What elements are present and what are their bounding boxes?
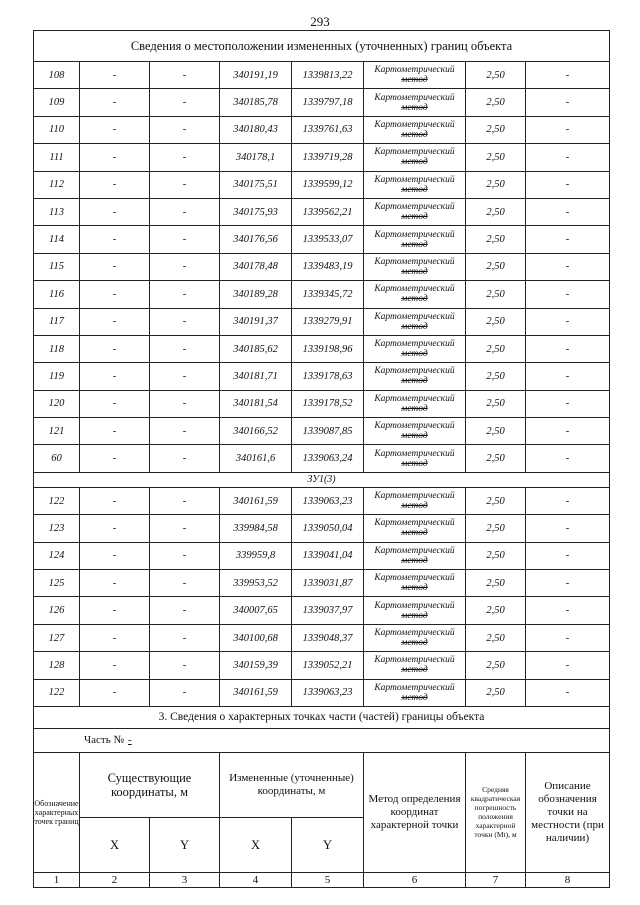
point-number: 118 — [34, 335, 80, 362]
error-value: 2,50 — [466, 487, 526, 514]
method — [364, 542, 466, 569]
method-line: Картометрический — [374, 573, 455, 584]
column-number: 3 — [150, 872, 220, 887]
description: - — [526, 335, 610, 362]
table-row — [34, 515, 610, 542]
coord-x: 339953,52 — [220, 570, 292, 597]
existing-y: - — [150, 144, 220, 171]
error-value: 2,50 — [466, 253, 526, 280]
point-number: 128 — [34, 652, 80, 679]
point-number: 114 — [34, 226, 80, 253]
method-line: метод — [401, 692, 428, 703]
method-line: Картометрический — [374, 65, 455, 76]
method — [364, 570, 466, 597]
method-line: Картометрический — [374, 600, 455, 611]
description: - — [526, 62, 610, 89]
method-line: Картометрический — [374, 339, 455, 350]
table-row — [34, 89, 610, 116]
coord-y: 1339719,28 — [292, 144, 364, 171]
section3-header-row — [34, 752, 610, 817]
point-number: 60 — [34, 445, 80, 472]
point-number: 124 — [34, 542, 80, 569]
description: - — [526, 198, 610, 225]
part-value: - — [127, 734, 132, 747]
section-title: Сведения о местоположении измененных (уточненных) границ объекта — [34, 31, 610, 62]
point-number: 115 — [34, 253, 80, 280]
coord-x: 340100,68 — [220, 624, 292, 651]
method — [364, 515, 466, 542]
existing-y: - — [150, 281, 220, 308]
column-number: 4 — [220, 872, 292, 887]
description: - — [526, 308, 610, 335]
coord-y: 1339198,96 — [292, 335, 364, 362]
coord-y: 1339063,24 — [292, 445, 364, 472]
existing-x: - — [80, 89, 150, 116]
existing-x: - — [80, 144, 150, 171]
table-row — [34, 281, 610, 308]
method-line: метод — [401, 665, 428, 676]
method — [364, 226, 466, 253]
method — [364, 116, 466, 143]
table-row — [34, 308, 610, 335]
error-value: 2,50 — [466, 597, 526, 624]
existing-x: - — [80, 597, 150, 624]
table-row — [34, 335, 610, 362]
coord-x: 340159,39 — [220, 652, 292, 679]
table-row — [34, 652, 610, 679]
section-title-row — [34, 31, 610, 62]
method-line: метод — [401, 583, 428, 594]
coord-y: 1339063,23 — [292, 679, 364, 706]
existing-y: - — [150, 253, 220, 280]
point-number: 126 — [34, 597, 80, 624]
method-line: Картометрический — [374, 202, 455, 213]
parcel-label: ЗУ1(3) — [34, 472, 610, 487]
coord-y: 1339813,22 — [292, 62, 364, 89]
header-description: Описание обозначения точки на местности (при наличии) — [526, 752, 610, 872]
method-line: Картометрический — [374, 229, 455, 240]
method-line: Картометрический — [374, 147, 455, 158]
method-line: метод — [401, 403, 428, 414]
method — [364, 89, 466, 116]
parcel-label-row — [34, 472, 610, 487]
description: - — [526, 542, 610, 569]
point-number: 122 — [34, 679, 80, 706]
point-number: 121 — [34, 418, 80, 445]
method — [364, 171, 466, 198]
method-line: метод — [401, 239, 428, 250]
part-label-cell — [34, 728, 610, 752]
coord-x: 340161,59 — [220, 679, 292, 706]
coord-y: 1339533,07 — [292, 226, 364, 253]
existing-x: - — [80, 198, 150, 225]
existing-x: - — [80, 624, 150, 651]
existing-x: - — [80, 226, 150, 253]
method — [364, 308, 466, 335]
coord-x: 340176,56 — [220, 226, 292, 253]
existing-y: - — [150, 445, 220, 472]
coord-y: 1339345,72 — [292, 281, 364, 308]
existing-y: - — [150, 198, 220, 225]
coord-x: 339984,58 — [220, 515, 292, 542]
error-value: 2,50 — [466, 62, 526, 89]
header-x-existing: X — [80, 817, 150, 872]
description: - — [526, 445, 610, 472]
method — [364, 335, 466, 362]
method-line: Картометрический — [374, 682, 455, 693]
error-value: 2,50 — [466, 679, 526, 706]
error-value: 2,50 — [466, 418, 526, 445]
method — [364, 253, 466, 280]
error-value: 2,50 — [466, 570, 526, 597]
coord-x: 340181,54 — [220, 390, 292, 417]
method — [364, 198, 466, 225]
table-row — [34, 198, 610, 225]
method-line: метод — [401, 610, 428, 621]
method-line: метод — [401, 376, 428, 387]
error-value: 2,50 — [466, 198, 526, 225]
coord-y: 1339483,19 — [292, 253, 364, 280]
method — [364, 624, 466, 651]
error-value: 2,50 — [466, 89, 526, 116]
error-value: 2,50 — [466, 652, 526, 679]
existing-y: - — [150, 363, 220, 390]
coord-x: 340161,6 — [220, 445, 292, 472]
section3-title: 3. Сведения о характерных точках части (частей) границы объекта — [34, 706, 610, 728]
method-line: метод — [401, 458, 428, 469]
method-line: метод — [401, 102, 428, 113]
column-numbers-row — [34, 872, 610, 887]
existing-x: - — [80, 487, 150, 514]
method-line: Картометрический — [374, 545, 455, 556]
table-row — [34, 542, 610, 569]
error-value: 2,50 — [466, 144, 526, 171]
error-value: 2,50 — [466, 363, 526, 390]
coord-y: 1339037,97 — [292, 597, 364, 624]
header-point-designation: Обозначение характерных точек границ — [34, 752, 80, 872]
coord-x: 340191,37 — [220, 308, 292, 335]
existing-y: - — [150, 597, 220, 624]
existing-y: - — [150, 89, 220, 116]
existing-x: - — [80, 652, 150, 679]
existing-x: - — [80, 171, 150, 198]
method-line: метод — [401, 129, 428, 140]
method-line: Картометрический — [374, 92, 455, 103]
description: - — [526, 624, 610, 651]
method-line: Картометрический — [374, 448, 455, 459]
coord-x: 340181,71 — [220, 363, 292, 390]
table-row — [34, 226, 610, 253]
method-line: Картометрический — [374, 491, 455, 502]
existing-x: - — [80, 390, 150, 417]
header-y-existing: Y — [150, 817, 220, 872]
description: - — [526, 89, 610, 116]
method-line: метод — [401, 184, 428, 195]
existing-y: - — [150, 652, 220, 679]
column-number: 2 — [80, 872, 150, 887]
page-number: 293 — [310, 14, 330, 29]
part-label: Часть № — [84, 734, 124, 747]
description: - — [526, 418, 610, 445]
method-line: метод — [401, 212, 428, 223]
point-number: 112 — [34, 171, 80, 198]
method-line: Картометрический — [374, 628, 455, 638]
error-value: 2,50 — [466, 335, 526, 362]
table-row — [34, 570, 610, 597]
method-line: Картометрический — [374, 284, 455, 295]
method-line: метод — [401, 555, 428, 566]
coord-x: 340180,43 — [220, 116, 292, 143]
column-number: 1 — [34, 872, 80, 887]
coord-y: 1339087,85 — [292, 418, 364, 445]
coord-y: 1339031,87 — [292, 570, 364, 597]
existing-y: - — [150, 487, 220, 514]
existing-y: - — [150, 171, 220, 198]
method — [364, 418, 466, 445]
method-line: метод — [401, 75, 428, 86]
header-changed-coords: Измененные (уточненные) координаты, м — [220, 752, 364, 817]
point-number: 113 — [34, 198, 80, 225]
existing-y: - — [150, 62, 220, 89]
existing-y: - — [150, 515, 220, 542]
method-line: метод — [401, 638, 428, 648]
description: - — [526, 515, 610, 542]
point-number: 122 — [34, 487, 80, 514]
table-row — [34, 624, 610, 651]
method — [364, 144, 466, 171]
existing-x: - — [80, 281, 150, 308]
method — [364, 281, 466, 308]
method-line: метод — [401, 431, 428, 442]
existing-y: - — [150, 390, 220, 417]
method — [364, 363, 466, 390]
description: - — [526, 487, 610, 514]
existing-y: - — [150, 624, 220, 651]
existing-y: - — [150, 308, 220, 335]
coord-x: 340007,65 — [220, 597, 292, 624]
column-number: 7 — [466, 872, 526, 887]
description: - — [526, 570, 610, 597]
error-value: 2,50 — [466, 445, 526, 472]
existing-x: - — [80, 335, 150, 362]
point-number: 108 — [34, 62, 80, 89]
table-row — [34, 363, 610, 390]
coord-x: 340175,93 — [220, 198, 292, 225]
existing-x: - — [80, 363, 150, 390]
method — [364, 390, 466, 417]
coord-x: 340175,51 — [220, 171, 292, 198]
point-number: 110 — [34, 116, 80, 143]
point-number: 123 — [34, 515, 80, 542]
point-number: 125 — [34, 570, 80, 597]
coord-y: 1339178,63 — [292, 363, 364, 390]
header-y-changed: Y — [292, 817, 364, 872]
coord-y: 1339562,21 — [292, 198, 364, 225]
header-existing-coords: Существующие координаты, м — [80, 752, 220, 817]
method — [364, 679, 466, 706]
point-number: 120 — [34, 390, 80, 417]
table-row — [34, 171, 610, 198]
coord-y: 1339599,12 — [292, 171, 364, 198]
error-value: 2,50 — [466, 226, 526, 253]
method-line: Картометрический — [374, 311, 455, 322]
table-row — [34, 679, 610, 706]
column-number: 8 — [526, 872, 610, 887]
header-x-changed: X — [220, 817, 292, 872]
existing-y: - — [150, 679, 220, 706]
existing-x: - — [80, 308, 150, 335]
description: - — [526, 597, 610, 624]
existing-x: - — [80, 116, 150, 143]
existing-y: - — [150, 570, 220, 597]
point-number: 127 — [34, 624, 80, 651]
table-row — [34, 62, 610, 89]
coord-x: 339959,8 — [220, 542, 292, 569]
table-row — [34, 116, 610, 143]
coord-y: 1339761,63 — [292, 116, 364, 143]
existing-x: - — [80, 445, 150, 472]
table-row — [34, 253, 610, 280]
method — [364, 445, 466, 472]
section3-title-row — [34, 706, 610, 728]
coord-y: 1339279,91 — [292, 308, 364, 335]
existing-y: - — [150, 335, 220, 362]
method-line: Картометрический — [374, 655, 455, 666]
method-line: Картометрический — [374, 174, 455, 185]
error-value: 2,50 — [466, 171, 526, 198]
error-value: 2,50 — [466, 308, 526, 335]
method-line: Картометрический — [374, 421, 455, 432]
column-number: 6 — [364, 872, 466, 887]
description: - — [526, 171, 610, 198]
coord-y: 1339041,04 — [292, 542, 364, 569]
table-row — [34, 445, 610, 472]
coord-y: 1339052,21 — [292, 652, 364, 679]
coord-x: 340161,59 — [220, 487, 292, 514]
existing-x: - — [80, 418, 150, 445]
description: - — [526, 253, 610, 280]
error-value: 2,50 — [466, 515, 526, 542]
point-number: 117 — [34, 308, 80, 335]
method-line: Картометрический — [374, 366, 455, 377]
existing-y: - — [150, 116, 220, 143]
table-row — [34, 418, 610, 445]
description: - — [526, 679, 610, 706]
coord-y: 1339178,52 — [292, 390, 364, 417]
coord-x: 340191,19 — [220, 62, 292, 89]
description: - — [526, 390, 610, 417]
description: - — [526, 116, 610, 143]
method-line: Картометрический — [374, 119, 455, 130]
method-line: Картометрический — [374, 393, 455, 404]
coord-y: 1339050,04 — [292, 515, 364, 542]
method-line: Картометрический — [374, 518, 455, 529]
description: - — [526, 144, 610, 171]
table-row — [34, 487, 610, 514]
method — [364, 652, 466, 679]
method-line: метод — [401, 528, 428, 539]
existing-x: - — [80, 542, 150, 569]
existing-x: - — [80, 253, 150, 280]
coord-y: 1339048,37 — [292, 624, 364, 651]
coord-x: 340166,52 — [220, 418, 292, 445]
existing-x: - — [80, 62, 150, 89]
table-row — [34, 390, 610, 417]
coord-y: 1339797,18 — [292, 89, 364, 116]
existing-x: - — [80, 570, 150, 597]
table-row — [34, 597, 610, 624]
method-line: метод — [401, 294, 428, 305]
point-number: 119 — [34, 363, 80, 390]
method — [364, 487, 466, 514]
method-line: метод — [401, 157, 428, 168]
coord-x: 340178,1 — [220, 144, 292, 171]
method-line: метод — [401, 266, 428, 277]
point-number: 109 — [34, 89, 80, 116]
error-value: 2,50 — [466, 624, 526, 651]
method — [364, 597, 466, 624]
header-error: Средняя квадратическая погрешность положения характерной точки (Mt), м — [466, 752, 526, 872]
method-line: метод — [401, 349, 428, 360]
header-method: Метод определения координат характерной точки — [364, 752, 466, 872]
coord-y: 1339063,23 — [292, 487, 364, 514]
method-line: Картометрический — [374, 256, 455, 267]
error-value: 2,50 — [466, 116, 526, 143]
coord-x: 340185,62 — [220, 335, 292, 362]
description: - — [526, 226, 610, 253]
description: - — [526, 652, 610, 679]
part-row — [34, 728, 610, 752]
existing-y: - — [150, 226, 220, 253]
coord-x: 340185,78 — [220, 89, 292, 116]
description: - — [526, 281, 610, 308]
point-number: 116 — [34, 281, 80, 308]
existing-y: - — [150, 542, 220, 569]
table-row — [34, 144, 610, 171]
description: - — [526, 363, 610, 390]
error-value: 2,50 — [466, 542, 526, 569]
error-value: 2,50 — [466, 390, 526, 417]
coord-x: 340189,28 — [220, 281, 292, 308]
column-number: 5 — [292, 872, 364, 887]
coord-x: 340178,48 — [220, 253, 292, 280]
existing-x: - — [80, 515, 150, 542]
point-number: 111 — [34, 144, 80, 171]
method — [364, 62, 466, 89]
existing-x: - — [80, 679, 150, 706]
method-line: метод — [401, 321, 428, 332]
existing-y: - — [150, 418, 220, 445]
error-value: 2,50 — [466, 281, 526, 308]
method-line: метод — [401, 501, 428, 512]
boundary-points-table — [33, 30, 610, 888]
